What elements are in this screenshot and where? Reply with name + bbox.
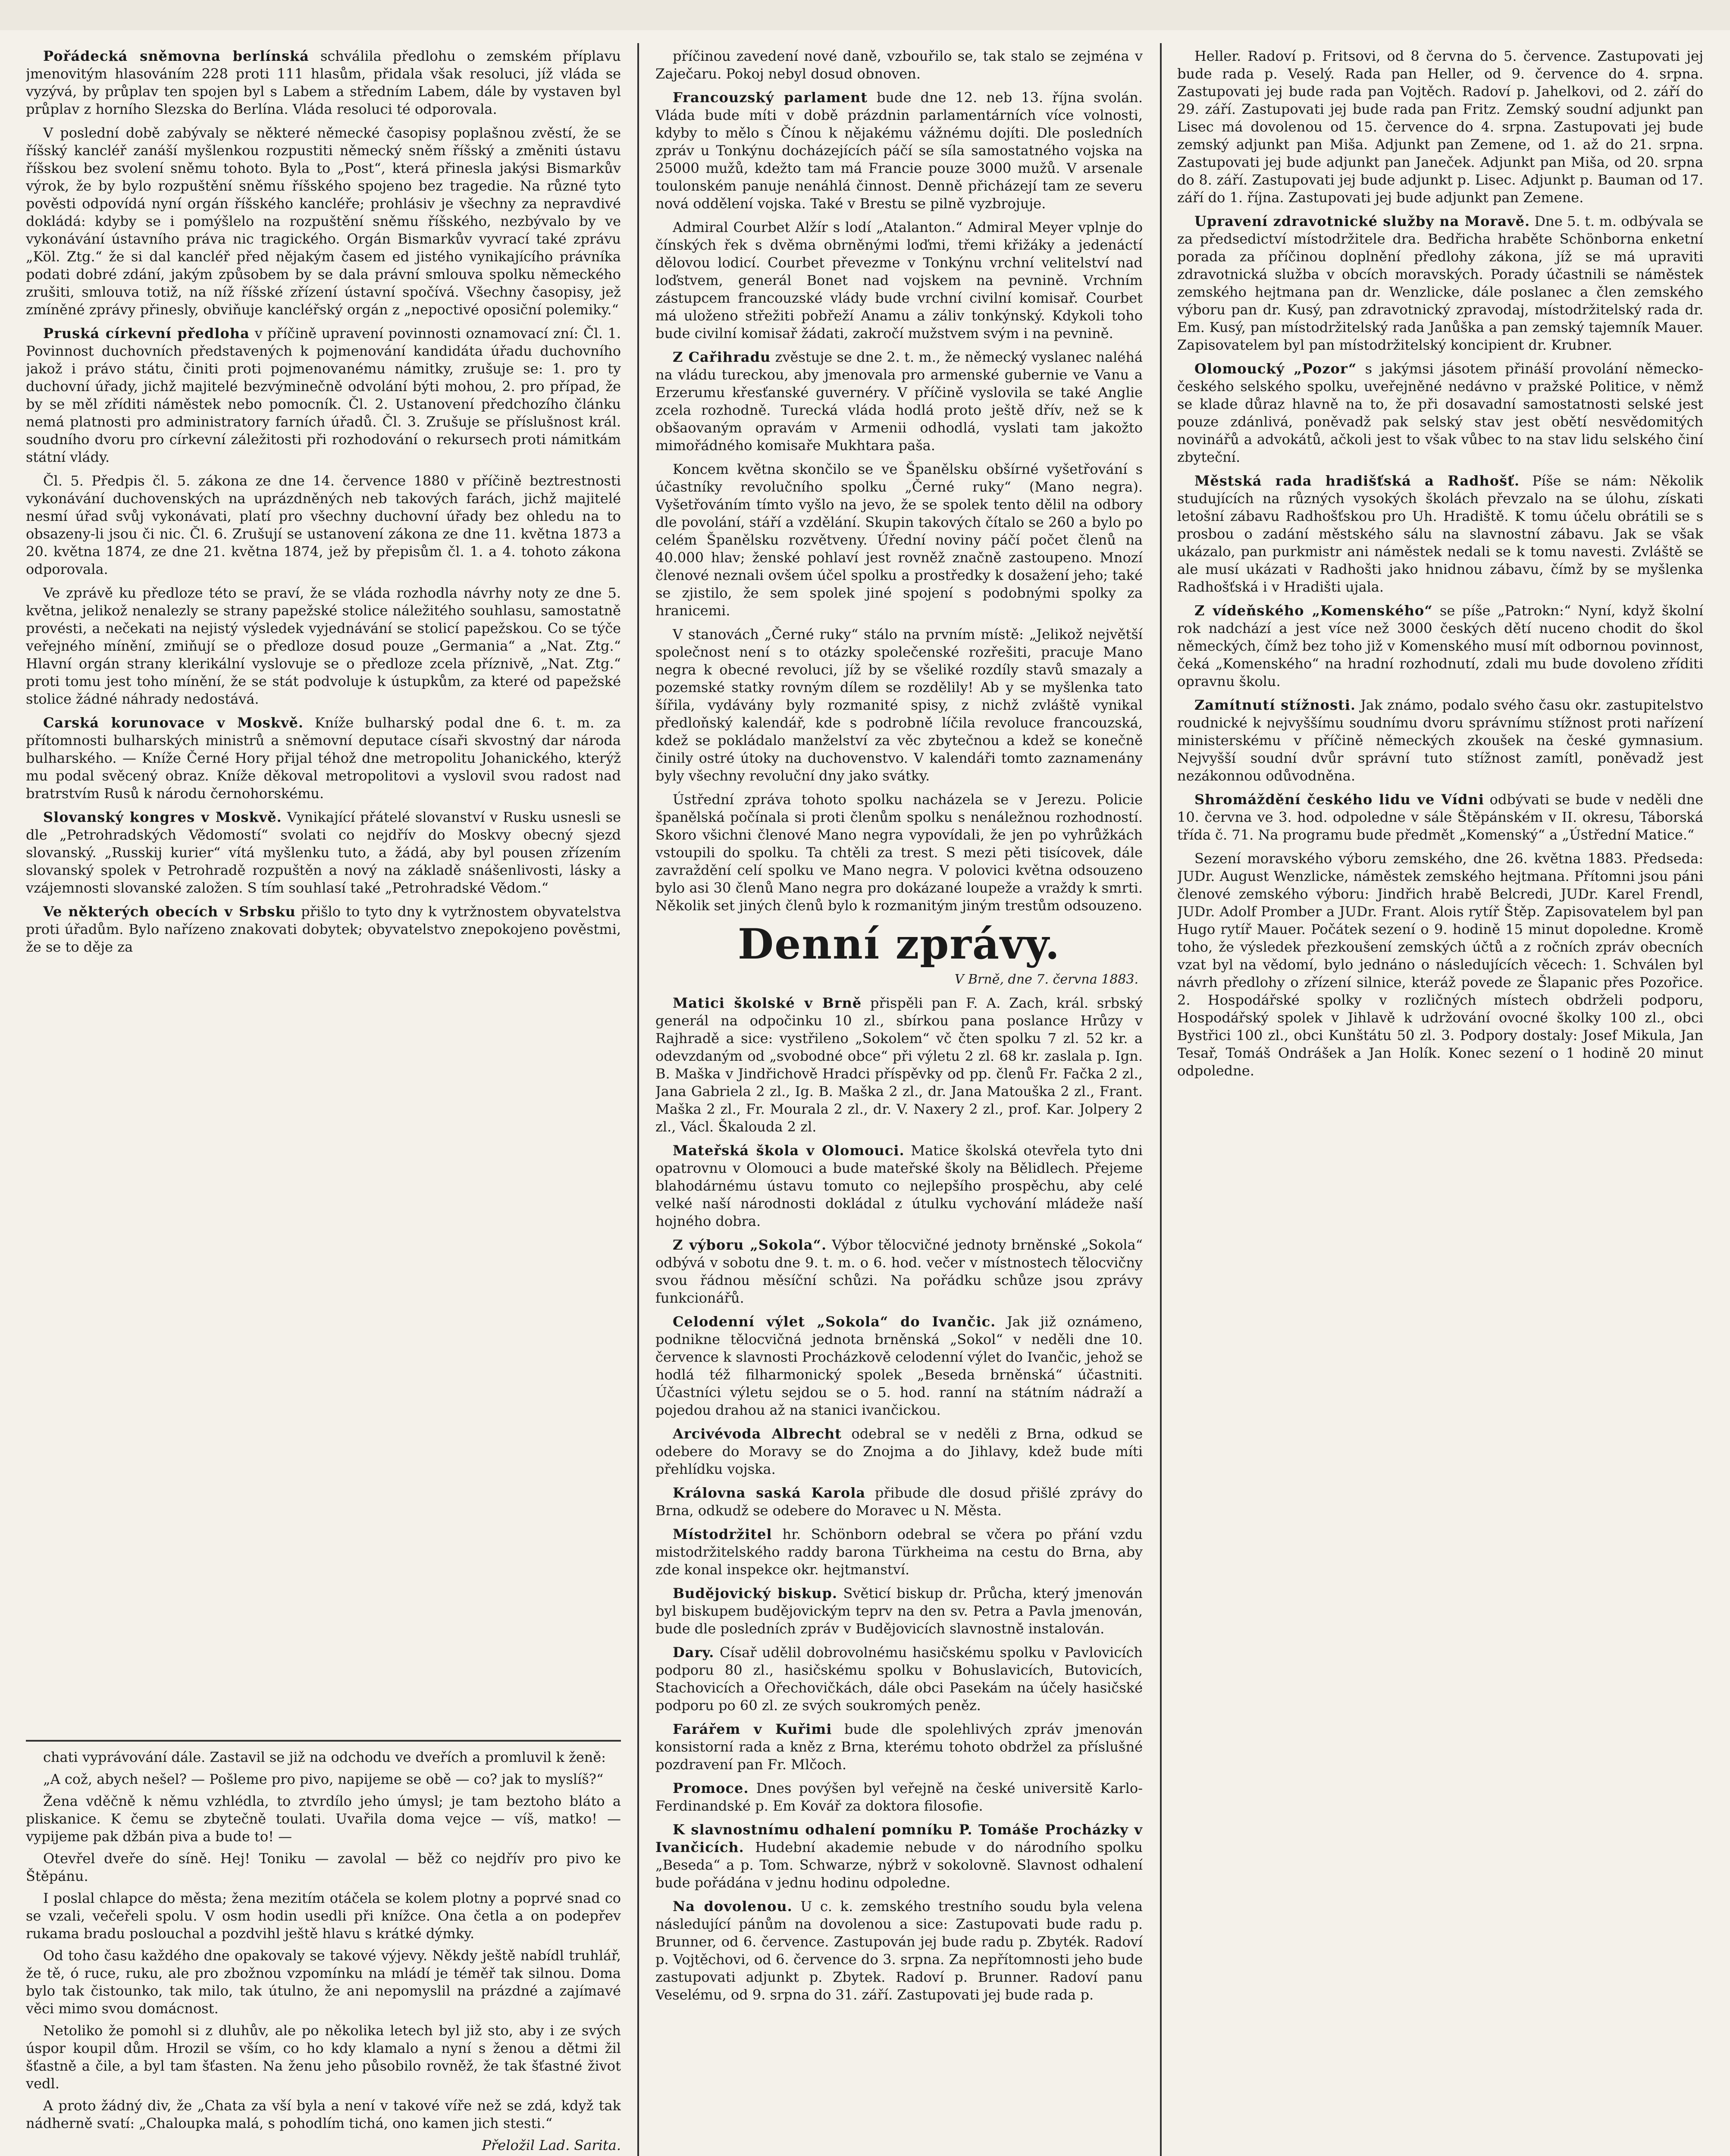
column-2 <box>655 47 1143 2156</box>
article-body: Kníže bulharský podal dne 6. t. m. za přítomnosti bulharských ministrů a sněmovní deputace císaři skvostný dar národa bulharského. — Kníže Černé Hory přijal téhož dne metropolitu Johanického, kterýž mu podal svěcený obraz. Kníže děkoval metropolitovi a vyslovil svou radost nad bratrstvím Rusů k národu černohorskému. <box>26 714 621 802</box>
feuilleton-paragraph: Otevřel dveře do síně. Hej! Toniku — zavolal — běž co nejdřív pro pivo ke Štěpánu. <box>26 1850 621 1884</box>
news-body: Dne 5. t. m. odbývala se za předsedictví místodržitele dra. Bedřicha hraběte Schönborna enketní porada za příčinou doplnění předlohy zákona, jíž se má upraviti zdravotnická služba v obcích moravských. Porady účastnili se náměstek zemského hejtmana pan dr. Wenzlicke, dále poslanec a člen zemského výboru pan dr. Kusý, pan zdravotnický zpravodaj, místodržitelský rada dr. Em. Kusý, pan místodržitelský rada Janůška a pan zemský tajemník Mauer. Zapisovatelem byl pan místodržitelský koncipient dr. Krubner. <box>1177 213 1703 353</box>
news-headline: Královna saská Karola <box>673 1485 866 1501</box>
article-body: V poslední době zabývaly se některé německé časopisy poplašnou zvěstí, že se říšský kancléř zanáší myšlenkou rozpustiti německý sněm říšský a změniti ústavu říšskou bez svolení sněmu tohoto. Byla to „Post“, která přinesla jakýsi Bismarkův výrok, že by bylo rozpuštění sněmu říšského spojeno bez tragedie. Na různé tyto pověsti odpovídá nyní orgán říšského kancléře; prohlásiv je všechny za nepravdivé dokládá: kdyby se i pomýšlelo na rozpuštění sněmu říšského, nezbývalo by ve vykonávání ústavního práva nic tragického. Orgán Bismarkův vyvrací také zprávu „Köl. Ztg.“ že si dal kancléř před nějakým časem ed jistého vynikajícího právníka podati dobré zdání, jakým způsobem by se dala právní smlouva spolku německého zrušiti, smlouva totiž, na níž říšské zřízení ústavní spočívá. Všechny časopisy, jež zmíněné zprávy přinesly, obviňuje kancléřský orgán z „nepoctivé oposiční polemiky.“ <box>26 125 621 318</box>
feuilleton-paragraph: chati vyprávování dále. Zastavil se již na odchodu ve dveřích a promluvil k ženě: <box>43 1749 606 1765</box>
news-headline: Budějovický biskup. <box>673 1585 837 1601</box>
article <box>26 325 621 466</box>
news-item <box>655 1425 1143 1478</box>
news-headline: Promoce. <box>673 1780 749 1796</box>
feuilleton-paragraph: Žena vděčně k němu vzhlédla, to ztvrdílo jeho úmysl; je tam beztoho bláto a pliskanice. K čemu se zbytečně toulati. Uvařila doma vejce — víš, matko! — vypijeme pak džbán piva a bude to! — <box>26 1793 621 1845</box>
news-body: odebral se v neděli z Brna, odkud se odebere do Moravy se do Znojma a do Jihlavy, kdež bude míti přehlídku vojska. <box>655 1426 1143 1477</box>
feuilleton-paragraph: Od toho času každého dne opakovaly se takové výjevy. Někdy ještě nabídl truhlář, že tě, ó ruce, ruku, ale pro zbožnou vzpomínku na mládí je téměř tak silnou. Doma bylo tak čistounko, tak milo, tak útulno, že ani nepomyslil na prázdné a zajímavé věci mimo svou domácnost. <box>26 1947 621 2017</box>
article-body: schválila předlohu o zemském příplavu jmenovitým hlasováním 228 proti 111 hlasům, přidala však resoluci, jíž vláda se vyzývá, by průplav ten spojen byl s Labem a středním Labem, dále by vystaven byl průplav z horního Slezska do Berlína. Vláda resoluci té odporovala. <box>26 48 621 117</box>
news-item <box>655 1821 1143 1892</box>
news-headline: Z výboru „Sokola“. <box>673 1237 827 1253</box>
news-headline: Olomoucký „Pozor“ <box>1194 360 1357 377</box>
news-body: Světicí biskup dr. Průcha, který jmenován byl biskupem budějovickým teprv na den sv. Petra a Pavla jmenován, bude dle posledních zpráv v Budějovicích slavnostně instalován. <box>655 1585 1143 1637</box>
news-body: Císař udělil dobrovolnému hasičskému spolku v Pavlovicích podporu 80 zl., hasičskému spolku v Bohuslavicích, Butovicích, Stachovicích a Ořechovičkách, dále obci Pasekám na účely hasičské podporu po 60 zl. ze svých soukromých peněz. <box>655 1644 1143 1714</box>
article-headline: Pruská církevní předloha <box>43 325 250 342</box>
news-body: Píše se nám: Několik studujících na různých vysokých školách převzalo na se úlohu, získati letošní zábavu Radhošťskou pro Uh. Hradiště. K tomu účelu obrátili se s prosbou o zadání městského sálu na slavnostní zábavu. Jak se však ukázalo, pan purkmistr ani náměstek nedali se k tomu navesti. Zvláště se ale musí ukázati v Radhošti jako hnidnou zábavu, čímž by se myšlenka Radhošťská i v Hradišti ujala. <box>1177 473 1703 595</box>
news-headline: Mateřská škola v Olomouci. <box>673 1142 905 1159</box>
news-body: přibude dle dosud přišlé zprávy do Brna, odkudž se odebere do Moravec u N. Města. <box>655 1485 1143 1519</box>
article-body: Ve zprávě ku předloze této se praví, že se vláda rozhodla návrhy noty ze dne 5. května, jelikož nenalezly se strany papežské stolice náležitého souhlasu, samostatně provésti, a nečekati na nejistý výsledek vyjednávání se stolicí papežskou. Co se týče veřejného mínění, zmiňují se o předloze dosud pouze „Germania“ a „Nat. Ztg.“ Hlavní orgán strany klerikální vyslovuje se o předloze zcela příznivě, „Nat. Ztg.“ proti tomu jest toho mínění, že se stát podvoluje k ústupkům, za které od papežské stolice žádné náhrady nedostává. <box>26 585 621 707</box>
article-body: Admiral Courbet Alžír s lodí „Atalanton.“ Admiral Meyer vplnje do čínských řek s dvěma obrněnými loďmi, třemi křižáky a jedenáctí dělovou lodicí. Courbet převezme v Tonkýnu vrchní velitelství nad loďstvem, generál Bonet nad vojskem na pevnině. Vrchním zástupcem francouzské vlády bude vrchní civilní komisař. Courbet má uloženo střežiti pobřeží Anamu a záliv tonkýnský. Kdykoli toho bude civilní komisař žádati, zakročí mužstvem svým i na pevnině. <box>655 219 1143 342</box>
article-body: Heller. Radoví p. Fritsovi, od 8 června do 5. července. Zastupovati jej bude rada p. Veselý. Rada pan Heller, od 9. července do 4. srpna. Zastupovati jej bude rada pan Vojtěch. Radoví p. Jahelkovi, od 2. září do 29. září. Zastupovati jej bude rada pan Fritz. Zemský soudní adjunkt pan Lisec má dovolenou od 15. července do 4. srpna. Zastupovati jej bude zemský adjunkt pan Miša. Adjunkt pan Zemene, od 1. až do 21. srpna. Zastupovati jej bude adjunkt pan Janeček. Adjunkt pan Miša, od 20. srpna do 8. září. Zastupovati jej bude adjunkt p. Lisec. Adjunkt p. Bauman od 17. září do 1. října. Zastupovati jej bude adjunkt pan Zemene. <box>1177 48 1703 206</box>
news-item <box>1177 472 1703 596</box>
column-1 <box>26 47 621 1734</box>
article-body: bude dne 12. neb 13. října svolán. Vláda bude míti v době prázdnin parlamentárních více volnosti, kdyby to mělo s Čínou k nějakému vážnému dojíti. Dle posledních zpráv u Tonkýnu docházejících páčí se síla samostatného vojska na 25000 mužů, kdežto tam má Francie pouze 3000 mužů. V arsenale toulonském panuje nenáhlá činnost. Denně přicházejí tam ze severu nová oddělení vojska. Také v Brestu se pilně vyzbrojuje. <box>655 89 1143 212</box>
article <box>655 348 1143 454</box>
news-headline: Z vídeňského „Komenského“ <box>1194 602 1433 619</box>
article-body: v příčině upravení povinnosti oznamovací zní: Čl. 1. Povinnost duchovních představených k pojmenování kandidáta úřadu duchovního jakož i právo státu, činiti proti pojmenovanému námitky, zrušuje se: 1. pro ty duchovní úřady, jichž majitelé bezvýminečně odvolání býti mohou, 2. pro případ, že by se měl zříditi náměstek nebo pomocník. Čl. 2. Ustanovení předchozího článku nemá platnosti pro administratory farních úřadů. Čl. 3. Zrušuje se příslušnost král. soudního dvoru pro církevní záležitosti při rozhodování o rekursech proti námitkám státní vlády. <box>26 325 621 465</box>
news-body: s jakýmsi jásotem přináší provolání německo-českého selského spolku, uveřejněné nedávno v pražské Politice, v němž se klade důraz hlavně na to, že při dosavadní samostatnosti selské jest pouze zdánlivá, poněvadž pak selský stav jest obětí nesvědomitých novinářů a advokátů, ačkoli jest to však vůbec to na stav lidu selského činí zbyteční. <box>1177 360 1703 465</box>
news-headline: Na dovolenou. <box>673 1898 793 1915</box>
feuilleton <box>26 1749 621 2156</box>
feuilleton-paragraph: „A což, abych nešel? — Pošleme pro pivo, napijeme se obě — co? jak to myslíš?“ <box>43 1771 604 1787</box>
article-headline: Ve některých obecích v Srbsku <box>43 903 296 920</box>
article <box>655 89 1143 213</box>
article-headline: Z Cařihradu <box>673 349 771 365</box>
article-body: příčinou zavedení nové daně, vzbouřilo se, tak stalo se zejména v Zaječaru. Pokoj nebyl dosud obnoven. <box>655 48 1143 82</box>
news-body: se píše „Patrokn:“ Nyní, když školní rok nadchází a jest více než 3000 českých dětí nuceno chodit do škol německých, čímž bez toho již v Komenského musí mít odbornou povinnost, čeká „Komenského“ na hradní rozhodnutí, zdali mu bude dovoleno zříditi opravnu školu. <box>1177 602 1703 689</box>
news-item <box>655 1644 1143 1714</box>
news-item <box>1177 213 1703 354</box>
column-rule <box>637 43 639 2156</box>
article-body: Sezení moravského výboru zemského, dne 26. května 1883. Předseda: JUDr. August Wenzlicke, náměstek zemského hejtmana. Přítomni jsou páni členové zemského výboru: Jindřich hrabě Belcredi, JUDr. Karel Frendl, JUDr. Adolf Promber a JUDr. Frant. Alois rytíř Štěp. Zapisovatelem byl pan Hugo rytíř Mauer. Počátek sezení o 9. hodině 15 minut dopoledne. Kromě toho, že výsledek přezkoušení zemských účtů a z ročních zpráv obecních vzat byl na vědomí, bylo jednáno o následujících věcech: 1. Schválen byl návrh předlohy o zřízení silnice, kteráž povede ze Šlapanic přes Pozořice. 2. Hospodářské spolky v rozličných místech obdrželi podporu, Hospodářský spolek v Jihlavě k udržování ovocné školky 100 zl., obci Bystřici 100 zl., obci Kunštátu 50 zl. 3. Podpory dostaly: Josef Mikula, Jan Tesař, Tomáš Ondrášek a Jan Holík. Konec sezení o 1 hodině 20 minut odpoledne. <box>1177 850 1703 1079</box>
feuilleton-paragraph: Netoliko že pomohl si z dluhův, ale po několika letech byl již sto, aby i ze svých úspor koupil dům. Hrozil se vším, co ho kdy klamalo a nyní s ženou a dětmi žil šťastně a čile, a byl tam šťasten. Na ženu jeho působilo rovněž, že tak šťastné život vedl. <box>26 2022 621 2092</box>
news-headline: Městská rada hradišťská a Radhošť. <box>1194 473 1520 489</box>
news-item <box>655 1780 1143 1815</box>
article-body: přišlo to tyto dny k vytržnostem obyvatelstva proti úřadům. Bylo nařízeno znakovati dobytek; obyvatelstvo znepokojeno pověstmi, že se to děje za <box>26 903 621 955</box>
news-item <box>655 1585 1143 1638</box>
news-item <box>1177 696 1703 785</box>
news-item <box>655 994 1143 1136</box>
feuilleton-divider <box>26 1740 621 1742</box>
article-headline: Carská korunovace v Moskvě. <box>43 714 304 731</box>
news-headline: Shromáždění českého lidu ve Vídni <box>1194 791 1484 808</box>
column-3 <box>1177 47 1703 2156</box>
news-item <box>1177 791 1703 844</box>
news-item <box>655 1313 1143 1419</box>
news-body: přispěli pan F. A. Zach, král. srbský generál na odpočinku 10 zl., sbírkou pana poslance Hrůzy v Rajhradě a sice: vystřileno „Sokolem“ vč čten spolku 7 zl. 52 kr. a odevzdaným od „svobodné obce“ při výletu 2 zl. 68 kr. zaslala p. Ign. B. Maška v Jindřichově Hradci příspěvky od pp. členů Fr. Fačka 2 zl., Jana Gabriela 2 zl., Ig. B. Maška 2 zl., dr. Jana Matouška 2 zl., Frant. Maška 2 zl., Fr. Mourala 2 zl., dr. V. Naxery 2 zl., prof. Kar. Jolpery 2 zl., Václ. Škalouda 2 zl. <box>655 995 1143 1135</box>
article <box>26 808 621 897</box>
dateline: V Brně, dne 7. června 1883. <box>954 972 1138 987</box>
article <box>26 903 621 956</box>
news-item <box>655 1236 1143 1307</box>
article-body: zvěstuje se dne 2. t. m., že německý vyslanec naléhá na vládu tureckou, aby jmenovala pro armenské gubernie ve Vanu a Erzerumu křesťanské guvernéry. V příčině vyslovila se také Anglie zcela rozhodně. Turecká vláda hodlá proto ještě dřív, než se k obšaovaným opravám v Armenii odhodlá, vyslati tam jakožto mimořádného komisaře Mukhtara paša. <box>655 349 1143 454</box>
article-body: V stanovách „Černé ruky“ stálo na prvním místě: „Jelikož největší společnost není s to otázky společenské rozřešiti, pracuje Mano negra k obecné revoluci, jíž by se všeliké rozdíly stavů smazaly a pozemské statky rovným dílem se rozdělily! Ab y se myšlenka tato šířila, vydávány byly rozmanité spisy, z nichž zvláště vynikal předloňský kalendář, kde s podrobně líčila revoluce francouzská, kdež se pokládalo manželství za věc zbytečnou a kdež se konečně činily ostré útoky na duchovenstvo. V kalendáři tomto zaznamenány byly všechny revoluční dny jako svátky. <box>655 626 1143 784</box>
feuilleton-paragraph: I poslal chlapce do města; žena mezitím otáčela se kolem plotny a poprvé snad co se vzali, večeřeli spolu. V osm hodin usedli při knížce. Ona četla a on podepřev rukama bradu poslouchal a pozdvihl ještě hlavu s krátké dýmky. <box>26 1890 621 1942</box>
news-headline: Farářem v Kuřimi <box>673 1721 832 1737</box>
article-headline: Francouzský parlament <box>673 89 868 106</box>
news-body: Hudební akademie nebude v do národního spolku „Beseda“ a p. Tom. Schwarze, nýbrž v sokolovně. Slavnost odhalení bude pořádána v jednu hodinu odpoledne. <box>655 1839 1143 1891</box>
article-headline: Slovanský kongres v Moskvě. <box>43 809 282 825</box>
news-item <box>1177 360 1703 466</box>
section-title: Denní zprávy. <box>737 920 1061 968</box>
news-item <box>655 1898 1143 2004</box>
news-headline: Celodenní výlet „Sokola“ do Ivančic. <box>673 1313 996 1330</box>
news-headline: Upravení zdravotnické služby na Moravě. <box>1194 213 1530 229</box>
news-item <box>655 1142 1143 1230</box>
translator-signature: Přeložil Lad. Sarita. <box>482 2137 621 2153</box>
news-body: Výbor tělocvičné jednoty brněnské „Sokola“ odbývá v sobotu dne 9. t. m. o 6. hod. večer v místnostech tělocvičny svou řádnou měsíční schůzi. Na pořádku schůze jsou zprávy funkcionářů. <box>655 1237 1143 1306</box>
news-headline: Zamítnutí stížnosti. <box>1194 697 1356 713</box>
news-headline: Místodržitel <box>673 1526 772 1542</box>
news-body: Jak známo, podalo svého času okr. zastupitelstvo roudnické k nejvyššímu soudnímu dvoru správnímu stížnost proti nařízení ministerskému v příčině německých zkoušek na české gymnasium. Nejvyšší soudní dvůr správní tuto stížnost zamítl, poněvadž jest nezákonnou odůvodněna. <box>1177 697 1703 784</box>
article-body: Ústřední zpráva tohoto spolku nacházela se v Jerezu. Policie španělská počínala si proti členům spolku s nenáležnou rozhodností. Skoro všichni členové Mano negra vypovídali, že jen po vyhrůžkách vstoupili do spolku. Ta chtěli za trest. S mezi pěti tisícovek, dále zavraždění celí spolku ve Mano negra. V polovici května odsouzeno bylo asi 30 členů Mano negra pro dokázané loupeže a vraždy k smrti. Několik set jiných členů bylo k rozmanitým jiným trestům odsouzeno. <box>655 791 1143 914</box>
news-body: Jak již oznámeno, podnikne tělocvičná jednota brněnská „Sokol“ v neděli dne 10. července k slavnosti Procházkově celodenní výlet do Ivančic, jehož se hodlá též filharmonický spolek „Beseda brněnská“ účastniti. Účastníci výletu sejdou se o 5. hod. ranní na státním nádraží a pojedou drahou až na stanici ivančickou. <box>655 1313 1143 1418</box>
news-item <box>1177 602 1703 690</box>
news-body: U c. k. zemského trestního soudu byla velena následující pánům na dovolenou a sice: Zastupovati bude radu p. Brunner, od 6. července. Zastupován jej bude radu p. Zbyték. Radoví p. Vojtěchovi, od 6. července do 3. srpna. Za nepřítomnosti jeho bude zastupovati adjunkt p. Zbytek. Radoví p. Brunner. Radoví panu Veselému, od 9. srpna do 31. září. Zastupovati jej bude rada p. <box>655 1898 1143 2003</box>
news-headline: Dary. <box>673 1644 715 1661</box>
news-body: odbývati se bude v neděli dne 10. června ve 3. hod. odpoledne v sále Štěpánském v II. okresu, Táborská třída č. 71. Na programu bude předmět „Komenský“ a „Ústřední Matice.“ <box>1177 791 1703 843</box>
news-item <box>655 1720 1143 1774</box>
news-body: Matice školská otevřela tyto dni opatrovnu v Olomouci a bude mateřské školy na Bělidlech. Přejeme blahodárnému ústavu tomuto co nejlepšího prospěchu, aby celé velké naší národnosti dokládal z útulku vychování mládeže naší hojného dobra. <box>655 1142 1143 1229</box>
article-body: Vynikající přátelé slovanství v Rusku usnesli se dle „Petrohradských Vědomostí“ svolati co nejdřív do Moskvy obecný sjezd slovanský. „Russkij kurier“ vítá myšlenku tuto, a žádá, aby byl pousen zřízením slovanský spolek v Petrohradě rozpuštěn a nový na základě snášenlivosti, lásky a vzájemnosti slovanské založen. S tím souhlasí také „Petrohradské Vědom.“ <box>26 809 621 896</box>
news-item <box>655 1484 1143 1520</box>
article-headline: Pořádecká sněmovna berlínská <box>43 48 309 64</box>
news-item <box>655 1526 1143 1579</box>
article-body: Čl. 5. Předpis čl. 5. zákona ze dne 14. července 1880 v příčině beztrestnosti vykonávání duchovenských na uprázdněných neb takových farách, jichž majitelé nesmí úřad svůj vykonávati, platí pro všechny duchovní úřady bez ohledu na to obsazeny-li jsou či nic. Čl. 6. Zrušují se ustanovení zákona ze dne 11. května 1873 a 20. května 1874, ze dne 21. května 1874, jež by přepisům čl. 1. a 4. tohoto zákona odporovala. <box>26 473 621 577</box>
article <box>26 714 621 802</box>
news-headline: Arcivévoda Albrecht <box>673 1426 842 1442</box>
feuilleton-paragraph: A proto žádný div, že „Chata za vší byla a není v takové víře než se zdá, když tak nádherně svatí: „Chaloupka malá, s pohodlím tichá, ono kamen jich stesti.“ <box>26 2097 621 2131</box>
column-rule <box>1160 43 1162 2156</box>
news-body: hr. Schönborn odebral se včera po přání vzdu mistodržitelského raddy barona Türkheima na cestu do Brna, aby zde konal inspekce okr. hejtmanství. <box>655 1526 1143 1578</box>
news-body: Dnes povýšen byl veřejně na české universitě Karlo-Ferdinandské p. Em Kovář za doktora filosofie. <box>655 1780 1143 1814</box>
news-body: bude dle spolehlivých zpráv jmenován konsistorní rada a kněz z Brna, kterému tohoto obdržel za příslušné pozdravení pan Fr. Mlčoch. <box>655 1721 1143 1773</box>
news-headline: K slavnostnímu odhalení pomníku P. Tomáše Procházky v Ivančicích. <box>655 1821 1143 1855</box>
top-margin <box>0 0 1730 30</box>
article-body: Koncem května skončilo se ve Španělsku obšírné vyšetřování s účastníky revolučního spolku „Černé ruky“ (Mano negra). Vyšetřováním tímto vyšlo na jevo, že se spolek tento dělil na odbory dle povolání, stáří a vzdělání. Skupin takových čítalo se 260 a bylo po celém Španělsku rozvětveny. Úřední noviny páčí počet členů na 40.000 hlav; ženské pohlaví jest rovněž značně zastoupeno. Mnozí členové neznali ovšem účel spolku a prostředky k dosažení jeho; také se zjistilo, že sem spolek jiné spojení s podobnými spolky za hranicemi. <box>655 461 1143 619</box>
article <box>26 47 621 118</box>
news-headline: Matici školské v Brně <box>673 995 862 1011</box>
